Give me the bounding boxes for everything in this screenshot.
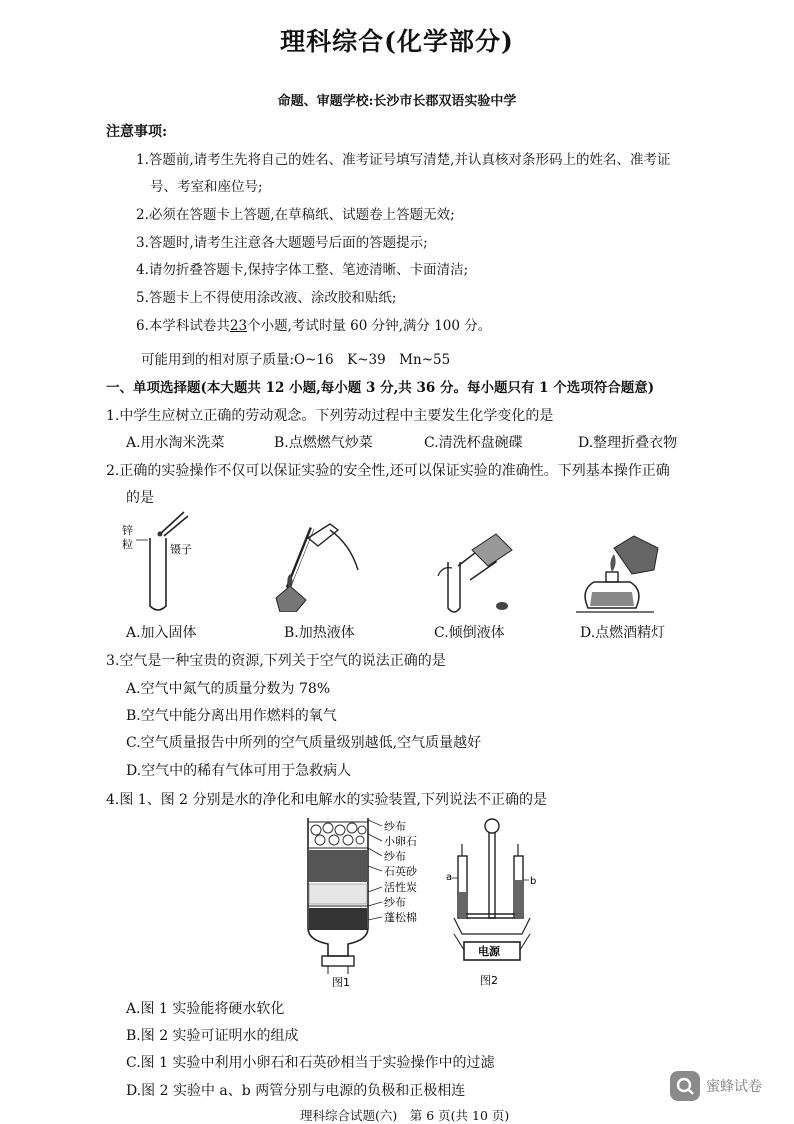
q2-option-d: D.点燃酒精灯 (580, 625, 666, 641)
zinc-label-2: 粒 (122, 538, 133, 551)
q1-option-b: B.点燃燃气炒菜 (274, 435, 373, 451)
tube-b-label: b (530, 876, 537, 887)
section-heading: 一、单项选择题(本大题共 12 小题,每小题 3 分,共 36 分。每小题只有 1 个选项符合题意) (106, 380, 655, 396)
zinc-label-1: 锌 (122, 524, 133, 537)
q3-stem: 3.空气是一种宝贵的资源,下列关于空气的说法正确的是 (106, 653, 446, 669)
q1-option-d: D.整理折叠衣物 (578, 435, 678, 451)
tube-a-label: a (446, 872, 453, 883)
filter-label-pebbles: 小卵石 (384, 835, 417, 848)
filter-label-gauze-3: 纱布 (384, 896, 406, 909)
note-item-6 (136, 314, 491, 334)
q4-option-d: D.图 2 实验中 a、b 两管分别与电源的负极和正极相连 (126, 1083, 466, 1099)
q3-option-b: B.空气中能分离出用作燃料的氧气 (126, 708, 337, 724)
q4-stem: 4.图 1、图 2 分别是水的净化和电解水的实验装置,下列说法不正确的是 (106, 792, 547, 808)
note-item: 1.答题前,请考生先将自己的姓名、准考证号填写清楚,并认真核对条形码上的姓名、准考证 (136, 152, 671, 168)
tweezers-label: 镊子 (170, 543, 192, 556)
fig2-caption: 图2 (480, 974, 498, 987)
page-title: 理科综合(化学部分) (280, 27, 514, 56)
water-filter-icon (298, 816, 432, 988)
filter-label-gauze-2: 纱布 (384, 850, 406, 863)
q2-stem-line2: 的是 (126, 490, 154, 506)
watermark-logo-icon (670, 1071, 700, 1101)
note-item: 4.请勿折叠答题卡,保持字体工整、笔迹清晰、卡面清洁; (136, 262, 469, 278)
note-item: 号、考室和座位号; (150, 179, 263, 195)
watermark (670, 1071, 762, 1101)
note-item: 5.答题卡上不得使用涂改液、涂改胶和贴纸; (136, 290, 397, 306)
q2-stem-line1: 2.正确的实验操作不仅可以保证实验的安全性,还可以保证实验的准确性。下列基本操作正确 (106, 463, 670, 479)
q2-option-b: B.加热液体 (284, 625, 355, 641)
watermark-text: 蜜蜂试卷 (706, 1079, 762, 1095)
q1-option-c: C.清洗杯盘碗碟 (424, 435, 523, 451)
q4-option-a: A.图 1 实验能将硬水软化 (126, 1001, 285, 1017)
q3-option-d: D.空气中的稀有气体可用于急救病人 (126, 763, 352, 779)
filter-label-activated-carbon: 活性炭 (384, 881, 417, 894)
note-item: 2.必须在答题卡上答题,在草稿纸、试题卷上答题无效; (136, 207, 455, 223)
note-6-post: 个小题,考试时量 60 分钟,满分 100 分。 (247, 318, 492, 334)
page-footer: 理科综合试题(六) 第 6 页(共 10 页) (300, 1108, 510, 1123)
pouring-liquid-icon (426, 522, 526, 616)
notes-heading: 注意事项: (106, 124, 168, 140)
q1-stem: 1.中学生应树立正确的劳动观念。下列劳动过程中主要发生化学变化的是 (106, 408, 554, 424)
q4-option-b: B.图 2 实验可证明水的组成 (126, 1028, 299, 1044)
atomic-masses: 可能用到的相对原子质量:O~16 K~39 Mn~55 (141, 352, 451, 368)
note-item: 3.答题时,请考生注意各大题题号后面的答题提示; (136, 235, 428, 251)
filter-label-gauze-1: 纱布 (384, 820, 406, 833)
q4-option-c: C.图 1 实验中利用小卵石和石英砂相当于实验操作中的过滤 (126, 1055, 495, 1071)
note-6-pre: 6.本学科试卷共 (136, 318, 230, 334)
q2-option-c: C.倾倒液体 (434, 625, 505, 641)
filter-label-cotton: 蓬松棉 (384, 911, 417, 924)
school-line: 命题、审题学校:长沙市长郡双语实验中学 (277, 94, 517, 109)
filter-label-quartz-sand: 石英砂 (384, 865, 417, 878)
q3-option-c: C.空气质量报告中所列的空气质量级别越低,空气质量越好 (126, 735, 482, 751)
note-6-count: 23 (229, 318, 248, 334)
power-supply-label: 电源 (478, 945, 500, 958)
q1-option-a: A.用水淘米洗菜 (126, 435, 225, 451)
alcohol-lamp-icon (574, 530, 666, 618)
q3-option-a: A.空气中氮气的质量分数为 78% (126, 681, 331, 697)
electrolysis-icon (440, 814, 546, 990)
fig1-caption: 图1 (332, 976, 350, 988)
q2-option-a: A.加入固体 (126, 625, 197, 641)
zinc-test-tube-icon (120, 510, 210, 616)
heating-liquid-icon (268, 520, 364, 612)
